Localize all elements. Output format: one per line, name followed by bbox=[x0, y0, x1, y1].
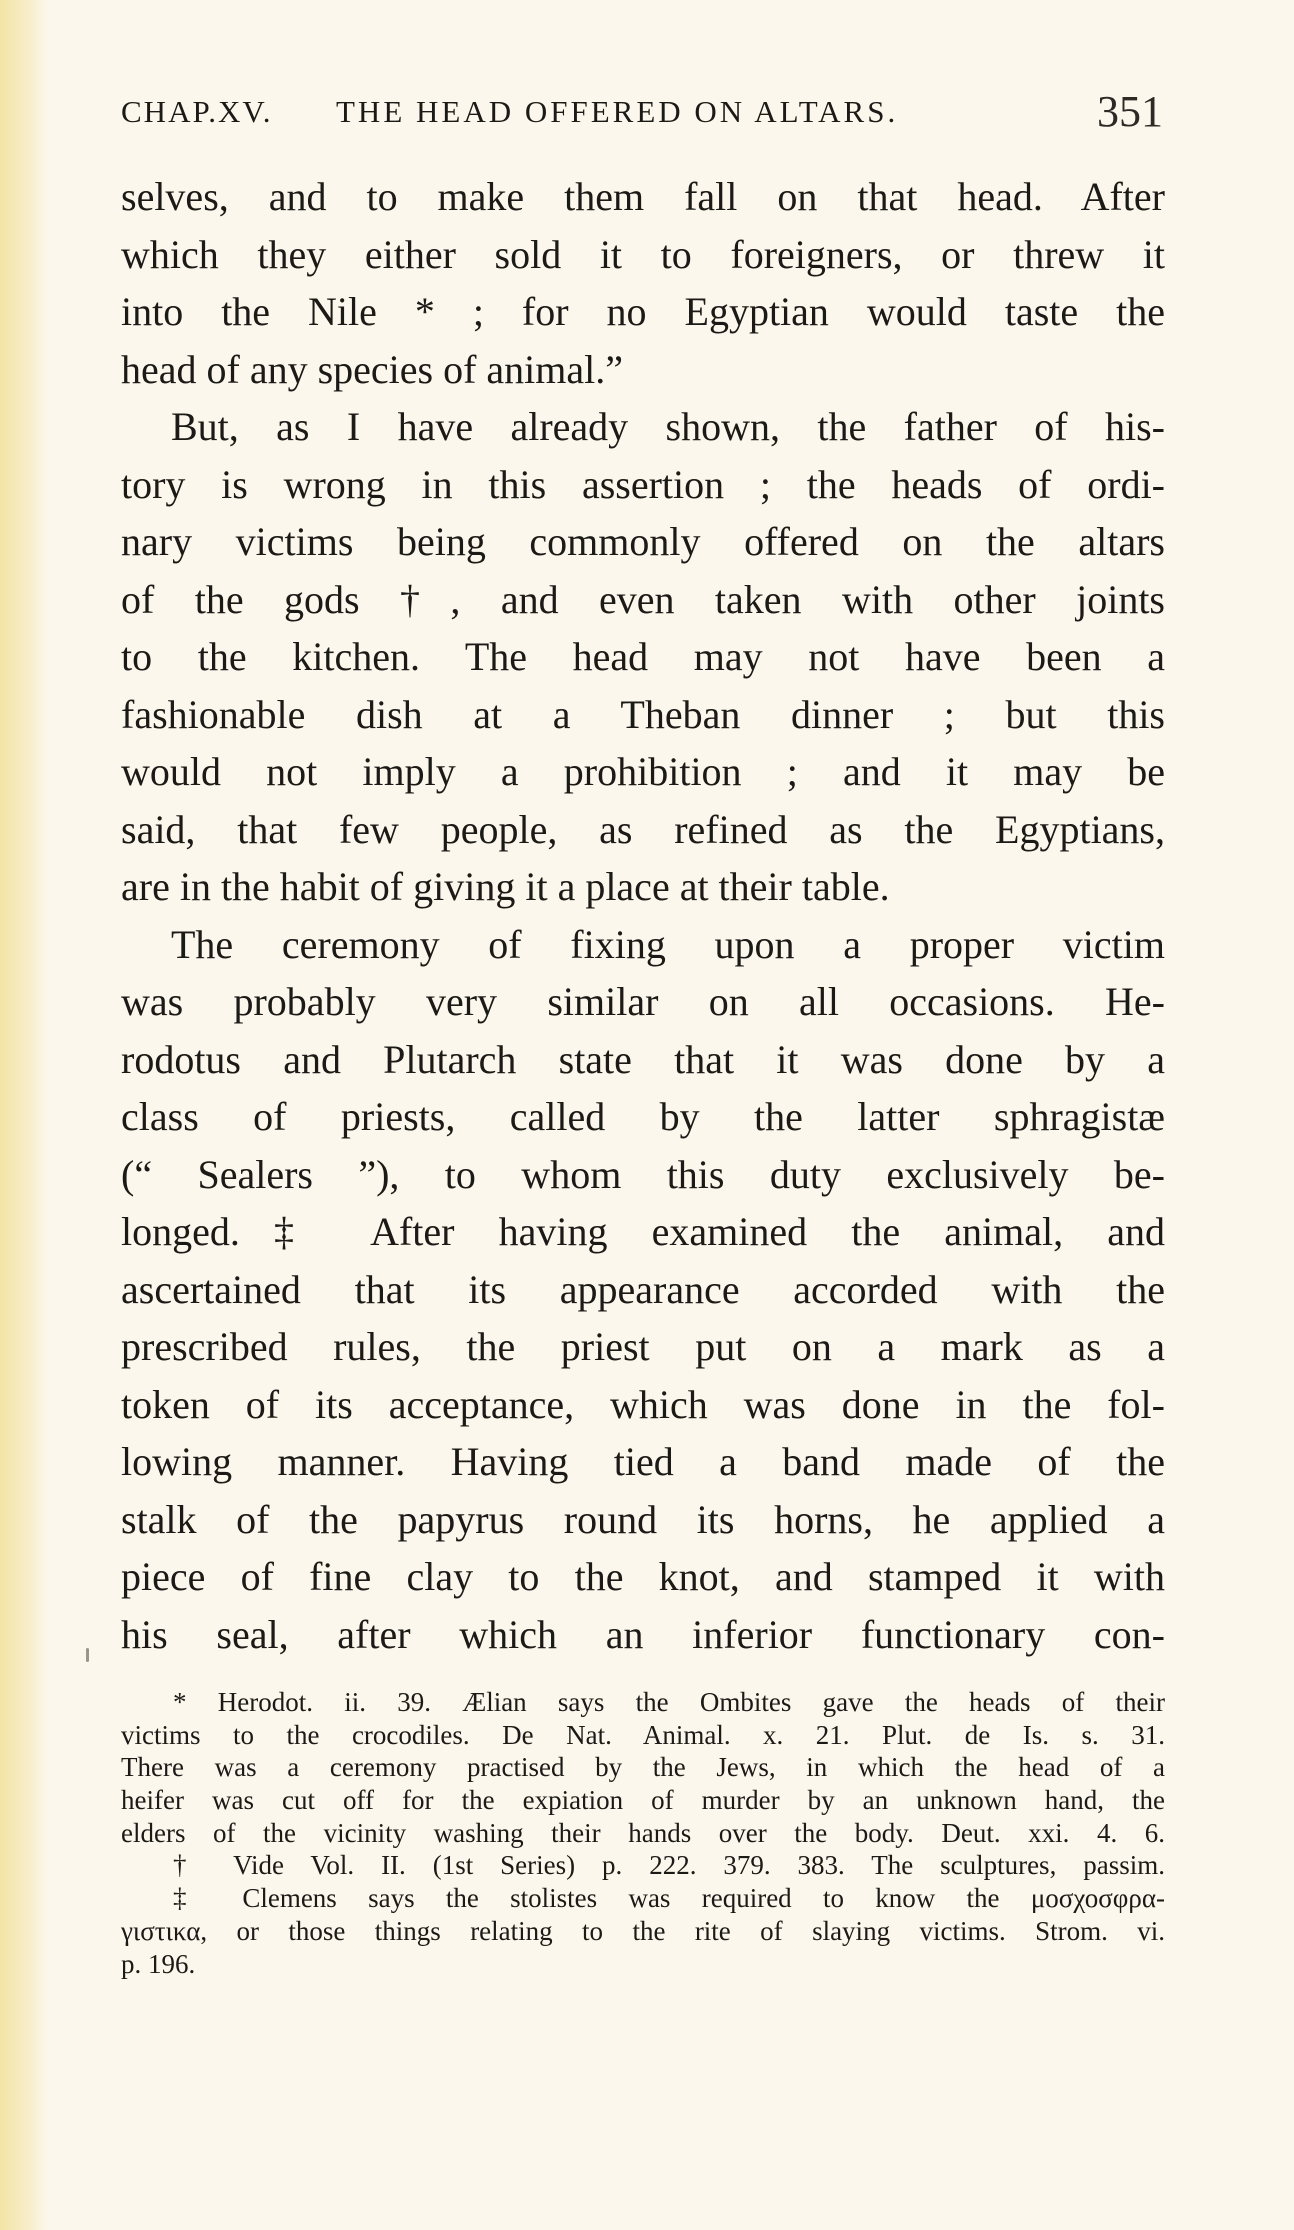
footnote-line: γιστικα, or those things relating to the rite of slaying victims. Strom. vi. bbox=[121, 1915, 1165, 1946]
body-line: would not imply a prohibition ; and it may be bbox=[121, 749, 1165, 794]
body-line: rodotus and Plutarch state that it was done by a bbox=[121, 1036, 1165, 1082]
body-line: ascertained that its appearance accorded with the bbox=[121, 1266, 1165, 1312]
body-line: was probably very similar on all occasions. He- bbox=[121, 979, 1165, 1024]
body-line: are in the habit of giving it a place at their table. bbox=[121, 864, 890, 909]
footnote-line: victims to the crocodiles. De Nat. Animal. x. 21. Plut. de Is. s. 31. bbox=[121, 1719, 1165, 1750]
footnote-line: elders of the vicinity washing their hands over the body. Deut. xxi. 4. 6. bbox=[121, 1817, 1165, 1848]
body-line: tory is wrong in this assertion ; the heads of ordi- bbox=[121, 461, 1165, 507]
footnote-line: * Herodot. ii. 39. Ælian says the Ombites gave the heads of their bbox=[173, 1687, 1165, 1717]
footnotes bbox=[121, 1686, 1165, 1980]
body-line: his seal, after which an inferior functionary con- bbox=[121, 1611, 1165, 1657]
body-line: token of its acceptance, which was done in the fol- bbox=[121, 1381, 1165, 1427]
running-header bbox=[121, 86, 1163, 146]
body-line: said, that few people, as refined as the Egyptians, bbox=[121, 806, 1165, 852]
body-line: of the gods †, and even taken with other joints bbox=[121, 576, 1165, 622]
running-title: THE HEAD OFFERED ON ALTARS. bbox=[336, 94, 899, 129]
chapter-label: CHAP.XV. bbox=[121, 94, 273, 129]
footnote-line: heifer was cut off for the expiation of murder by an unknown hand, the bbox=[121, 1785, 1165, 1816]
body-line: to the kitchen. The head may not have been a bbox=[121, 634, 1165, 679]
footnote-line: p. 196. bbox=[121, 1948, 196, 1979]
body-line: (“ Sealers ”), to whom this duty exclusively be- bbox=[121, 1151, 1165, 1197]
body-line: head of any species of animal.” bbox=[121, 346, 624, 392]
footnote-line: ‡ Clemens says the stolistes was required to know the μοσχοσφρα- bbox=[173, 1883, 1165, 1914]
body-line: which they either sold it to foreigners, or threw it bbox=[121, 231, 1165, 277]
footnote-line: There was a ceremony practised by the Jews, in which the head of a bbox=[121, 1752, 1165, 1783]
page-number: 351 bbox=[1097, 87, 1163, 136]
body-line: nary victims being commonly offered on the altars bbox=[121, 519, 1165, 564]
body-line: But, as I have already shown, the father of his- bbox=[171, 404, 1165, 449]
body-line: prescribed rules, the priest put on a mark as a bbox=[121, 1324, 1165, 1369]
body-line: selves, and to make them fall on that head. After bbox=[121, 174, 1165, 219]
body-line: class of priests, called by the latter sphragistæ bbox=[121, 1094, 1165, 1139]
page-edge-shading bbox=[0, 0, 48, 2230]
body-line: into the Nile * ; for no Egyptian would taste the bbox=[121, 289, 1165, 334]
ink-speck bbox=[86, 1648, 89, 1662]
body-line: fashionable dish at a Theban dinner ; but this bbox=[121, 691, 1165, 737]
body-text bbox=[121, 168, 1165, 1663]
body-line: The ceremony of fixing upon a proper victim bbox=[171, 921, 1165, 967]
body-line: stalk of the papyrus round its horns, he applied a bbox=[121, 1496, 1165, 1542]
body-line: lowing manner. Having tied a band made of the bbox=[121, 1439, 1165, 1484]
body-line: piece of fine clay to the knot, and stamped it with bbox=[121, 1554, 1165, 1599]
body-line: longed.‡ After having examined the animal, and bbox=[121, 1209, 1165, 1254]
footnote-line: † Vide Vol. II. (1st Series) p. 222. 379. 383. The sculptures, passim. bbox=[173, 1850, 1165, 1881]
